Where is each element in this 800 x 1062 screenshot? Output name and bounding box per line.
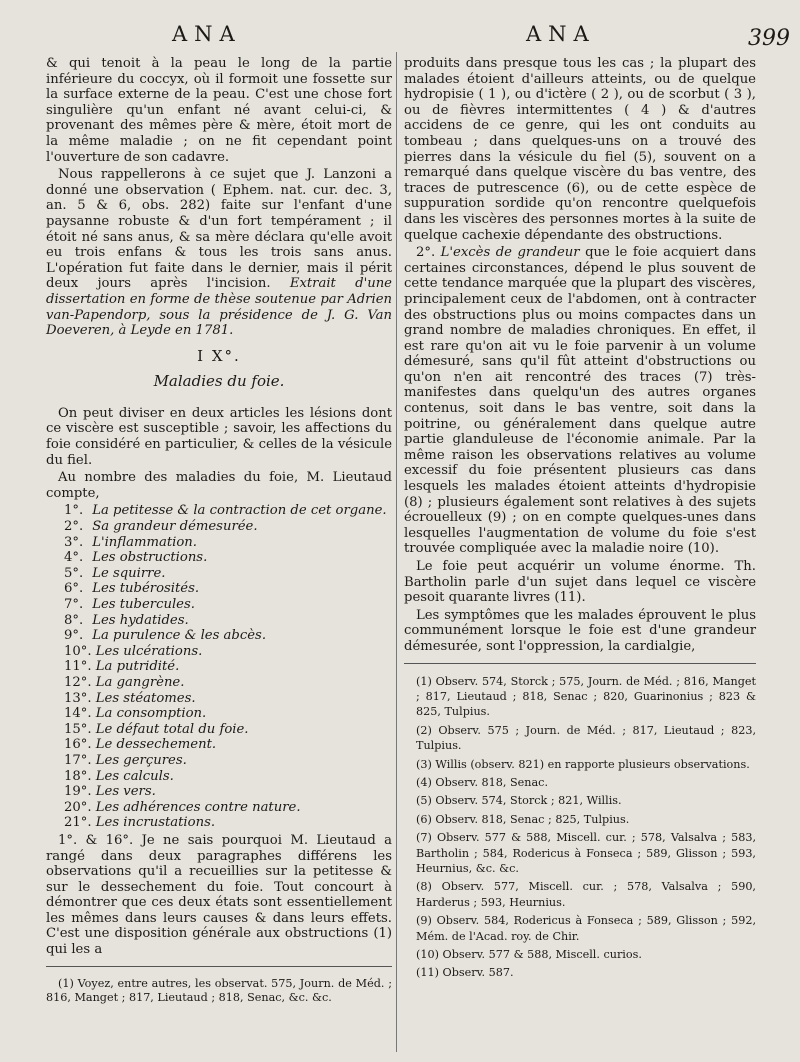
disease-number: 6°. bbox=[64, 581, 84, 597]
disease-label: La petitesse & la contraction de cet organe. bbox=[92, 503, 387, 519]
disease-item bbox=[64, 659, 392, 675]
disease-item bbox=[64, 691, 392, 707]
left-footnote-rule bbox=[46, 966, 392, 967]
disease-number: 10°. bbox=[64, 643, 92, 659]
disease-number: 20°. bbox=[64, 799, 92, 815]
disease-number: 3°. bbox=[64, 534, 84, 550]
left-paragraph-5: 1°. & 16°. Je ne sais pourquoi M. Lieutaud a rangé dans deux paragraphes différens les observations qu'il a recueillies sur la petitesse & sur le dessechement du foie. Tout concourt à démontrer que ces deux états sont essentiellement les mêmes dans leurs causes & dans leurs effets. C'est une disposition générale aux obstructions (1) qui les a bbox=[46, 832, 392, 958]
disease-label: La putridité. bbox=[95, 659, 180, 675]
disease-item bbox=[64, 628, 392, 644]
right-running-head: ANA bbox=[526, 22, 596, 46]
disease-item bbox=[64, 784, 392, 800]
footnote-item: (5) Observ. 574, Storck ; 821, Willis. bbox=[416, 794, 622, 808]
left-paragraph-1: & qui tenoit à la peau le long de la partie inférieure du coccyx, où il formoit une fossette sur la surface externe de la peau. C'est une chose fort singulière qu'un enfant né avant celui-ci, & provenant des mêmes père & mère, étoit mort de la même maladie ; on ne fit cependant point l'ouverture de son cadavre. bbox=[46, 56, 392, 165]
column-divider bbox=[396, 52, 397, 1052]
disease-label: Les tubercules. bbox=[92, 597, 195, 612]
disease-number: 21°. bbox=[64, 815, 92, 831]
disease-number: 17°. bbox=[64, 752, 92, 768]
footnote-item: (9) Observ. 584, Rodericus à Fonseca ; 589, Glisson ; 592, Mém. de l'Acad. roy. de Chir. bbox=[416, 914, 756, 943]
disease-label: Les calculs. bbox=[95, 768, 174, 784]
disease-label: Les ulcérations. bbox=[95, 643, 203, 659]
disease-label: L'inflammation. bbox=[92, 534, 197, 550]
footnote-item: (6) Observ. 818, Senac ; 825, Tulpius. bbox=[416, 812, 630, 826]
disease-label: Le dessechement. bbox=[95, 737, 217, 753]
disease-list bbox=[64, 503, 392, 830]
disease-number: 13°. bbox=[64, 690, 92, 706]
disease-item bbox=[64, 613, 392, 629]
disease-number: 9°. bbox=[64, 628, 84, 644]
disease-number: 8°. bbox=[64, 612, 84, 628]
disease-label: Le défaut total du foie. bbox=[95, 721, 249, 737]
disease-item bbox=[64, 535, 392, 551]
left-paragraph-4: Au nombre des maladies du foie, M. Lieutaud compte, bbox=[46, 470, 392, 501]
right-paragraph-2-lead: 2°. bbox=[416, 245, 436, 261]
disease-label: Les tubérosités. bbox=[92, 581, 200, 597]
disease-number: 15°. bbox=[64, 721, 92, 737]
disease-label: Les gerçures. bbox=[95, 752, 187, 768]
disease-item bbox=[64, 550, 392, 566]
disease-number: 14°. bbox=[64, 706, 92, 722]
right-footnote-rule bbox=[404, 663, 756, 664]
disease-label: Sa grandeur démesurée. bbox=[92, 519, 258, 535]
disease-item bbox=[64, 753, 392, 769]
left-paragraph-2-italic: Extrait d'une dissertation en forme de thèse soutenue par Adrien van-Papendorp, sous la présidence de J. G. Van Doeveren, à Leyde en 1781. bbox=[46, 276, 392, 339]
disease-number: 1°. bbox=[64, 503, 84, 519]
footnote-item: (7) Observ. 577 & 588, Miscell. cur. ; 578, Valsalva ; 583, Bartholin ; 584, Rodericus à Fonseca ; 589, Glisson ; 593, Heurnius, &c. &c. bbox=[416, 831, 756, 876]
left-paragraph-2-text: Nous rappellerons à ce sujet que J. Lanzoni a donné une observation ( Ephem. nat. cur. dec. 3, an. 5 & 6, obs. 282) faite sur l'enfant d'une paysanne robuste & d'un fort tempérament ; il étoit né sans anus, & sa mère déclara qu'elle avoit eu trois enfans & tous les trois sans anus. L'opération fut faite dans le dernier, mais il périt deux jours après l'incision. bbox=[46, 167, 392, 292]
disease-label: Les obstructions. bbox=[92, 550, 208, 566]
footnote-item: (2) Observ. 575 ; Journ. de Méd. ; 817, Lieutaud ; 823, Tulpius. bbox=[416, 723, 756, 753]
disease-label: Les vers. bbox=[95, 784, 156, 800]
disease-item bbox=[64, 675, 392, 691]
footnote-item: (4) Observ. 818, Senac. bbox=[416, 776, 548, 789]
disease-item bbox=[64, 706, 392, 722]
disease-label: Les incrustations. bbox=[95, 815, 216, 831]
disease-label: La gangrène. bbox=[95, 674, 185, 690]
disease-item bbox=[64, 519, 392, 535]
disease-number: 19°. bbox=[64, 784, 92, 800]
disease-label: Les stéatomes. bbox=[95, 690, 196, 706]
disease-item bbox=[64, 503, 392, 519]
disease-item bbox=[64, 722, 392, 738]
disease-label: La purulence & les abcès. bbox=[92, 628, 267, 644]
page-number: 399 bbox=[748, 26, 790, 51]
disease-number: 11°. bbox=[64, 659, 92, 675]
disease-number: 2°. bbox=[64, 519, 84, 535]
disease-label: Les adhérences contre nature. bbox=[95, 799, 301, 815]
disease-item bbox=[64, 800, 392, 816]
disease-item bbox=[64, 815, 392, 831]
disease-number: 4°. bbox=[64, 550, 84, 566]
footnote-item: (8) Observ. 577, Miscell. cur. ; 578, Valsalva ; 590, Harderus ; 593, Heurnius. bbox=[416, 880, 756, 909]
disease-number: 5°. bbox=[64, 565, 84, 581]
section-title: Maladies du foie. bbox=[153, 372, 285, 391]
right-paragraph-2-italic: L'excès de grandeur bbox=[440, 245, 580, 261]
right-paragraph-3: Le foie peut acquérir un volume énorme. Th. Bartholin parle d'un sujet dans lequel ce viscère pesoit quarante livres (11). bbox=[404, 559, 756, 606]
disease-label: Les hydatides. bbox=[92, 612, 189, 628]
footnote-item: (11) Observ. 587. bbox=[416, 966, 514, 980]
footnote-item: (1) Observ. 574, Storck ; 575, Journ. de Méd. ; 816, Manget ; 817, Lieutaud ; 818, Senac ; 820, Guarinonius ; 823 & 825, Tulpius. bbox=[416, 674, 756, 719]
right-paragraph-4: Les symptômes que les malades éprouvent le plus communément lorsque le foie est d'une grandeur démesurée, sont l'oppression, la cardialgie, bbox=[404, 607, 756, 654]
right-paragraph-2-text: que le foie acquiert dans certaines circonstances, dépend le plus souvent de cette tendance marquée que la plupart des viscères, principalement ceux de l'abdomen, ont à contracter des obstructions plus ou moins compactes dans un grand nombre de maladies chroniques. En effet, il est rare qu'on ait vu le foie parvenir à un volume démesuré, sans qu'il fût atteint d'obstructions ou qu'on n'en ait rencontré des traces (7) très-manifestes dans quelqu'un des autres organes contenus, soit dans le bas ventre, soit dans la poitrine, ou généralement dans quelque autre partie glanduleuse de l'économie animale. Par la même raison les observations relatives au volume excessif du foie présentent plusieurs cas dans lesquels les malades étoient atteints d'hydropisie (8) ; plusieurs également sont relatives à des sujets écrouelleux (9) ; on en compte quelques-unes dans lesquelles l'augmentation de volume du foie s'est trouvée compliquée avec la maladie noire (10). bbox=[404, 245, 756, 557]
left-paragraph-3: On peut diviser en deux articles les lésions dont ce viscère est susceptible ; savoir, les affections du foie considéré en particulier, & celles de la vésicule du fiel. bbox=[46, 405, 392, 468]
right-paragraph-2 bbox=[404, 245, 756, 557]
page-header bbox=[0, 22, 800, 52]
left-running-head: ANA bbox=[172, 22, 242, 46]
left-column bbox=[46, 56, 392, 1008]
footnote-item: (3) Willis (observ. 821) en rapporte plusieurs observations. bbox=[416, 757, 750, 771]
disease-item bbox=[64, 769, 392, 785]
disease-item bbox=[64, 737, 392, 753]
disease-item bbox=[64, 566, 392, 582]
disease-item bbox=[64, 581, 392, 597]
section-number: I X°. bbox=[197, 346, 241, 365]
disease-number: 18°. bbox=[64, 768, 92, 784]
disease-item bbox=[64, 644, 392, 660]
right-footnotes bbox=[404, 674, 756, 981]
right-paragraph-1: produits dans presque tous les cas ; la plupart des malades étoient d'ailleurs atteints, ou de quelque hydropisie ( 1 ), ou d'ictère ( 2 ), ou de scorbut ( 3 ), ou de fièvres intermittentes ( 4 ) & d'autres accidens de ce genre, qui les ont conduits au tombeau ; dans quelques-uns on a trouvé des pierres dans la vésicule du fiel (5), souvent on a remarqué dans quelque viscère du bas ventre, des traces de putrescence (6), ou de cette espèce de suppuration sordide qu'on rencontre quelquefois dans les viscères des personnes mortes à la suite de quelque cachexie dépendante des obstructions. bbox=[404, 56, 756, 243]
footnote-item: (10) Observ. 577 & 588, Miscell. curios. bbox=[416, 948, 642, 962]
disease-label: Le squirre. bbox=[92, 565, 166, 581]
disease-number: 12°. bbox=[64, 674, 92, 690]
disease-item bbox=[64, 597, 392, 613]
disease-label: La consomption. bbox=[95, 706, 207, 722]
left-footnote: (1) Voyez, entre autres, les observat. 575, Journ. de Méd. ; 816, Manget ; 817, Lieutaud ; 818, Senac, &c. &c. bbox=[46, 976, 392, 1005]
left-paragraph-2 bbox=[46, 167, 392, 339]
disease-number: 16°. bbox=[64, 737, 92, 753]
right-column bbox=[404, 56, 756, 984]
disease-number: 7°. bbox=[64, 597, 84, 612]
